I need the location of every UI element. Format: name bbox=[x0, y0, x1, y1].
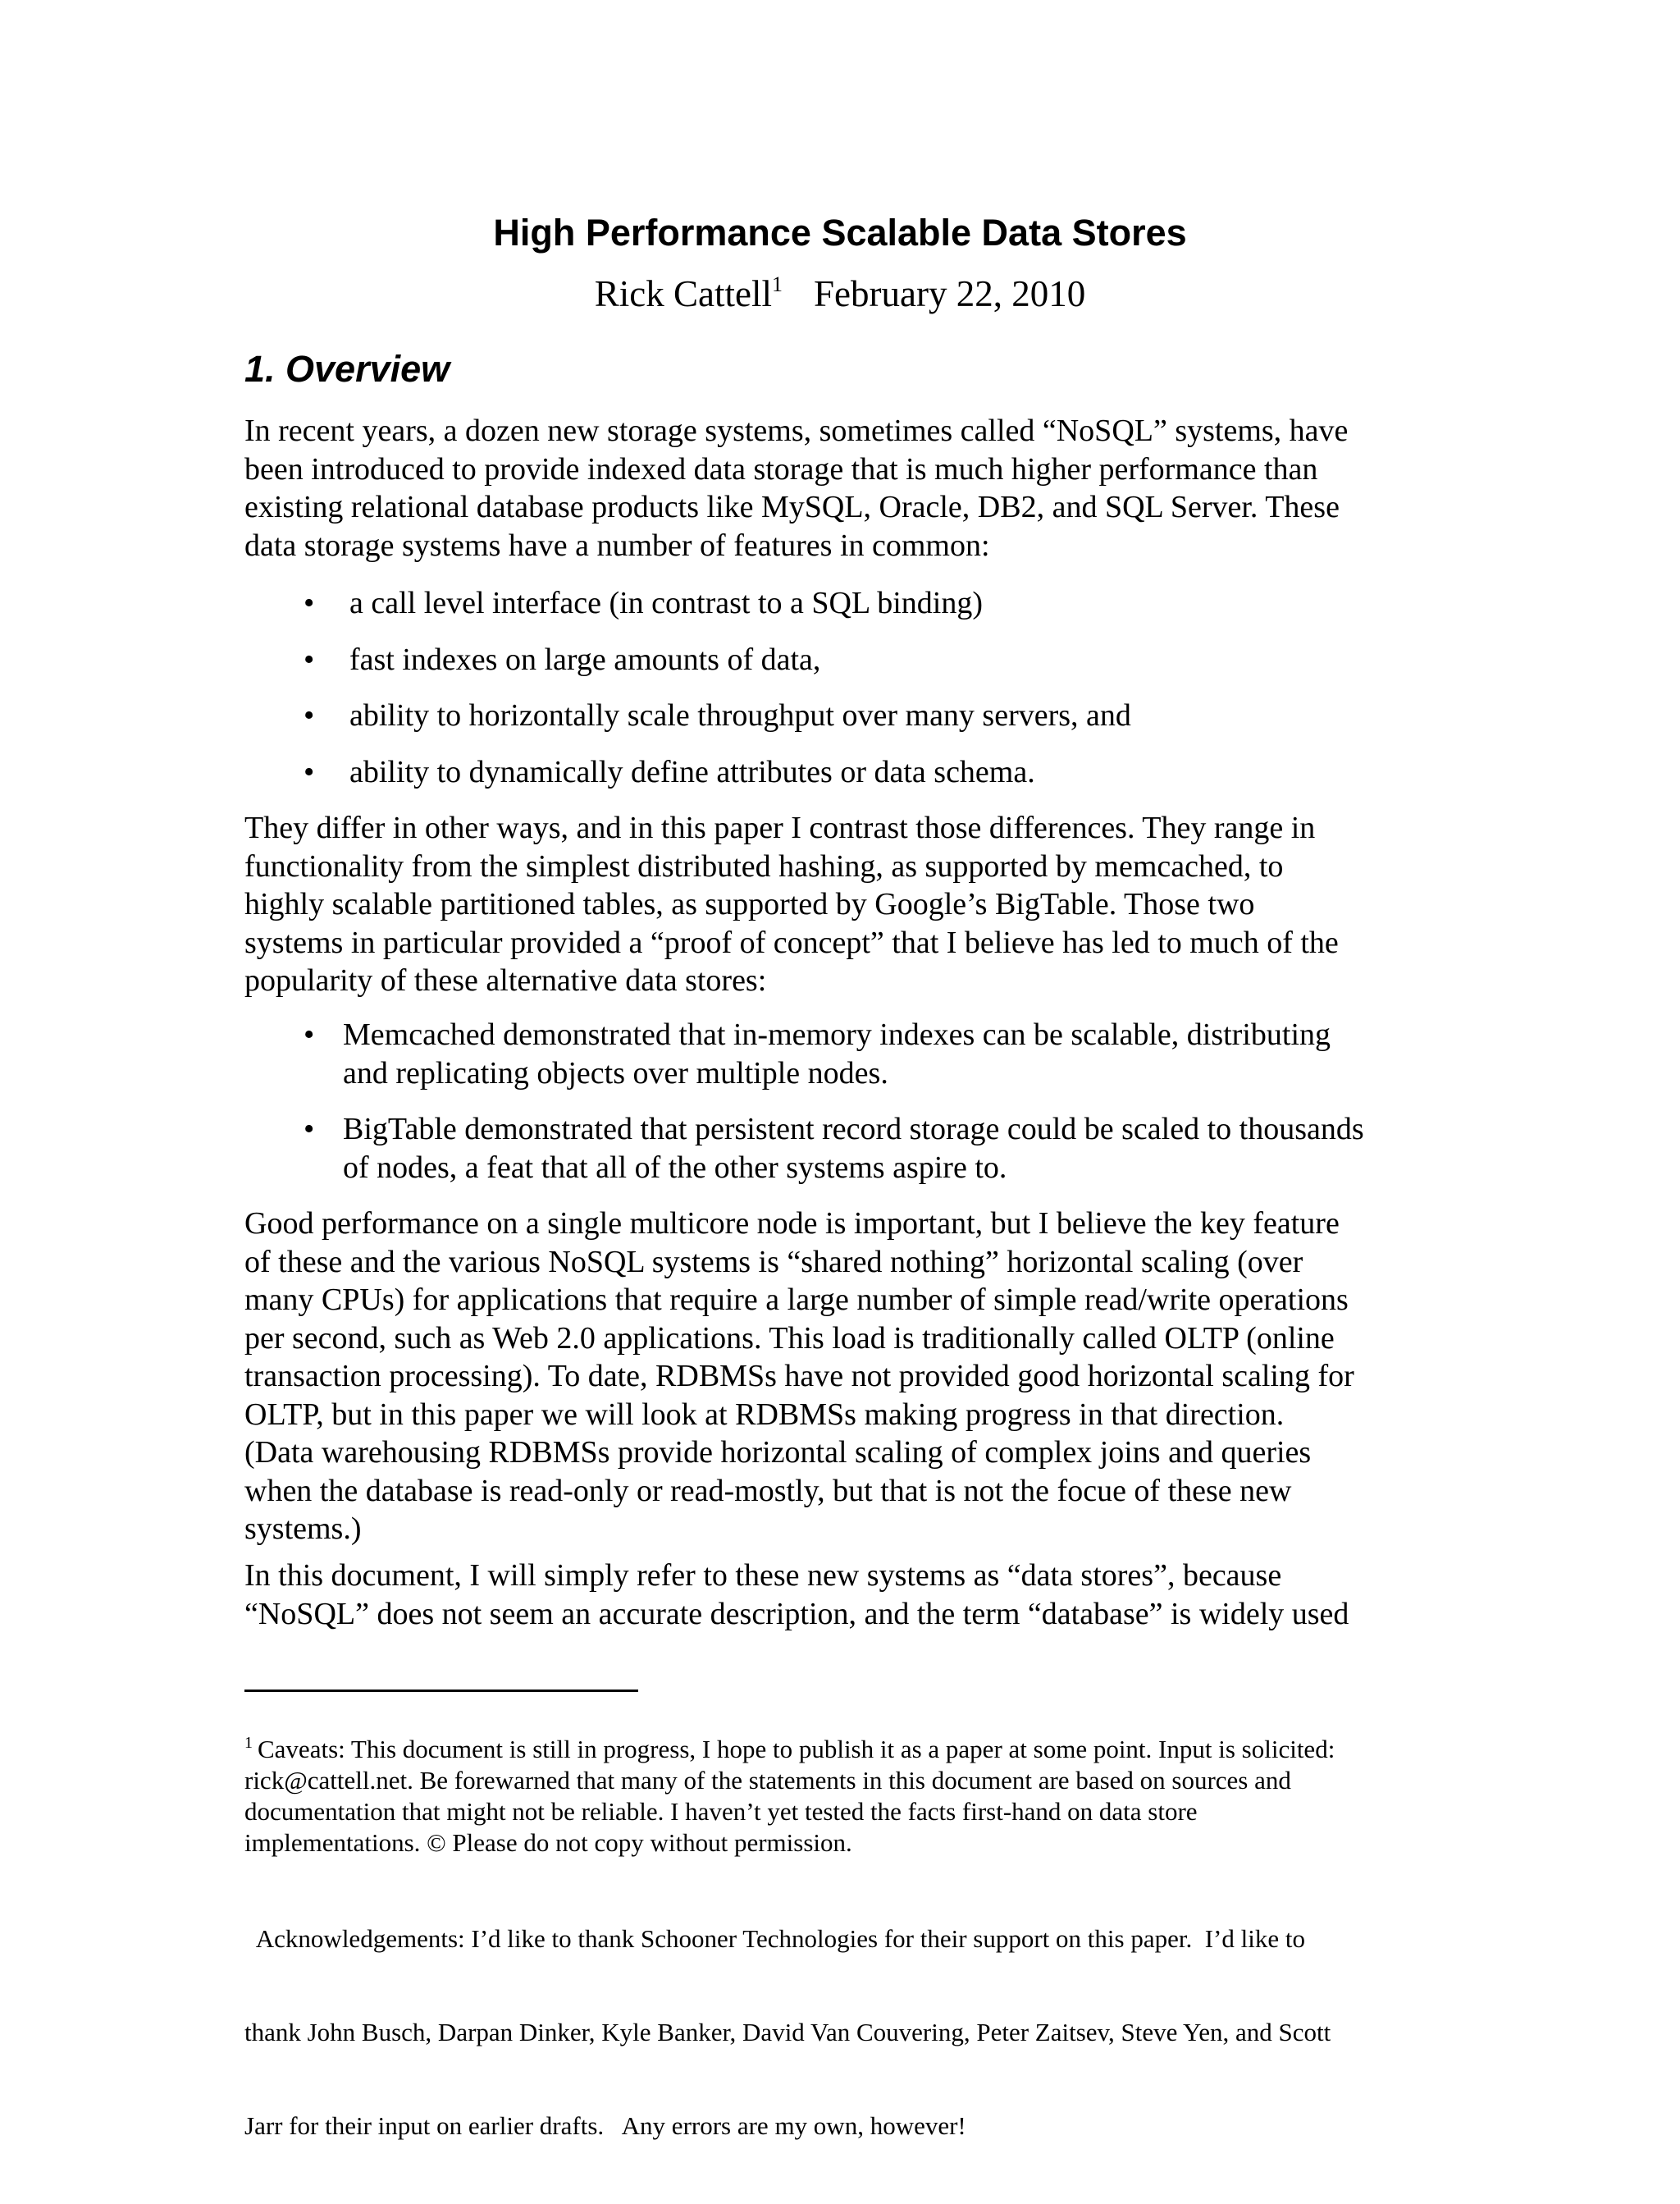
footnote-mark: 1 bbox=[244, 1734, 253, 1752]
text-line: In this document, I will simply refer to these new systems as “data stores”, because bbox=[244, 1558, 1282, 1593]
paragraph-differences bbox=[244, 809, 1459, 1000]
paragraph-terminology bbox=[244, 1557, 1459, 1633]
paragraph-intro bbox=[244, 412, 1459, 565]
paper-date: February 22, 2010 bbox=[814, 273, 1086, 314]
document-page: High Performance Scalable Data Stores Rick Cattell$^1$ February 22, 2010 1. Overview In recent years, a dozen new storage systems, sometimes called “NoSQL” systems, have been introduced to provide indexed data storage that is much higher performance than existing relational database products like MySQL, Oracle, DB2, and SQL Server. These data storage systems have a number of features in common: • a call level interface (in contrast to a SQL binding) • fast indexes on large amounts of data, • ability to horizontally scale throughput over many servers, and • ability to dynamically define attributes or data schema. They differ in other ways, and in this paper I contrast those differences. They range in functionality from the simplest distributed hashing, as supported by memcached, to highly scalable partitioned tables, as supported by Google’s BigTable. Those two systems in particular provided a “proof of concept” that I believe has led to much of the popularity of these alternative data stores: • Memcached demonstrated that in-memory indexes can be scalable, distributing and replicating objects over multiple nodes. • BigTable demonstrated that persistent record storage could be scaled to thousands of nodes, a feat that all of the other systems aspire to. Good performance on a single multicore node is important, but I believe the key feature of these and the various NoSQL systems is “shared nothing” horizontal scaling (over many CPUs) for applications that require a large number of simple read/write operations per second, such as Web 2.0 applications. This load is traditionally called OLTP (online transaction processing). To date, RDBMSs have not provided good horizontal scaling for OLTP, but in this paper we will look at RDBMSs making progress in that direction. (Data warehousing RDBMSs provide horizontal scaling of complex joins and queries when the database is read-only or read-mostly, but that is not the focue of these new systems.) In this document, I will simply refer to these new systems as “data stores”, because “NoSQL” does not seem an accurate description, and the term “database” is widely used $^1$ Caveats: This document is still in progress, I hope to publish it as a paper at some point. Input is solicited: rick@cattell.net. Be forewarned that many of the statements in this document are based on sources and documentation that might not be reliable. I haven’t yet tested the facts first-hand on data store implementations. © Please do not copy without permission. Acknowledgements: I’d like to thank Schooner Technologies for their support on this paper. I’d like to thank John Busch, Darpan Dinker, Kyle Banker, David Van Couvering, Peter Zaitsev, Steve Yen, and Scott Jarr for their input on earlier drafts. Any errors are my own, however! bbox=[0, 0, 1680, 2174]
text-line: They differ in other ways, and in this paper I contrast those differences. They range in bbox=[244, 811, 1316, 845]
author-line bbox=[0, 272, 1680, 315]
text-line: thank John Busch, Darpan Dinker, Kyle Banker, David Van Couvering, Peter Zaitsev, Steve Yen, and Scott bbox=[244, 2018, 1331, 2046]
section-heading-overview: 1. Overview bbox=[244, 348, 450, 390]
text-line: of these and the various NoSQL systems is “shared nothing” horizontal scaling (over bbox=[244, 1244, 1303, 1279]
paper-title: High Performance Scalable Data Stores bbox=[493, 212, 1187, 254]
text-line: systems in particular provided a “proof of concept” that I believe has led to much of the bbox=[244, 925, 1339, 960]
bullet-icon: • bbox=[304, 642, 315, 677]
text-line: many CPUs) for applications that require a large number of simple read/write operations bbox=[244, 1283, 1349, 1317]
text-line: implementations. © Please do not copy without permission. bbox=[244, 1828, 852, 1857]
acknowledgements bbox=[244, 1861, 1459, 2204]
text-line: popularity of these alternative data stores: bbox=[244, 963, 767, 998]
text-line: “NoSQL” does not seem an accurate description, and the term “database” is widely used bbox=[244, 1596, 1349, 1631]
text-line: systems.) bbox=[244, 1511, 362, 1546]
bullet-icon: • bbox=[304, 1112, 315, 1146]
text-line: been introduced to provide indexed data storage that is much higher performance than bbox=[244, 451, 1318, 487]
text-line: highly scalable partitioned tables, as supported by Google’s BigTable. Those two bbox=[244, 887, 1255, 921]
text-line: transaction processing). To date, RDBMSs have not provided good horizontal scaling for bbox=[244, 1359, 1354, 1393]
text-line: rick@cattell.net. Be forewarned that many of the statements in this document are based on sources and bbox=[244, 1766, 1291, 1795]
bullet-icon: • bbox=[304, 755, 315, 789]
bullet-icon: • bbox=[304, 1017, 315, 1052]
text-line: (Data warehousing RDBMSs provide horizontal scaling of complex joins and queries bbox=[244, 1435, 1312, 1470]
text-line: existing relational database products like MySQL, Oracle, DB2, and SQL Server. These bbox=[244, 490, 1340, 524]
text-line: when the database is read-only or read-mostly, but that is not the focue of these new bbox=[244, 1473, 1292, 1508]
author-footnote-mark: 1 bbox=[772, 272, 783, 296]
paragraph-performance bbox=[244, 1205, 1459, 1548]
text-line: documentation that might not be reliable. I haven’t yet tested the facts first-hand on data store bbox=[244, 1797, 1198, 1826]
text-line: per second, such as Web 2.0 applications. This load is traditionally called OLTP (online bbox=[244, 1320, 1335, 1356]
text-line: In recent years, a dozen new storage systems, sometimes called “NoSQL” systems, have bbox=[244, 414, 1349, 448]
footnote bbox=[244, 1727, 1459, 1859]
text-line: Acknowledgements: I’d like to thank Schooner Technologies for their support on this paper. I’d like to bbox=[244, 1924, 1305, 1953]
text-line: $^1$ Caveats: This document is still in progress, I hope to publish it as a paper at some point. Input is solicited: bbox=[244, 1734, 1335, 1763]
bullet-icon: • bbox=[304, 698, 315, 733]
text-line: data storage systems have a number of features in common: bbox=[244, 528, 990, 563]
text-line: functionality from the simplest distributed hashing, as supported by memcached, to bbox=[244, 848, 1284, 884]
text-line: Good performance on a single multicore node is important, but I believe the key feature bbox=[244, 1206, 1340, 1241]
author-name: Rick Cattell bbox=[594, 273, 772, 314]
text-line: Jarr for their input on earlier drafts. Any errors are my own, however! bbox=[244, 2111, 966, 2140]
footnote-divider bbox=[244, 1690, 638, 1692]
bullet-icon: • bbox=[304, 586, 315, 620]
text-line: OLTP, but in this paper we will look at RDBMSs making progress in that direction. bbox=[244, 1397, 1285, 1432]
